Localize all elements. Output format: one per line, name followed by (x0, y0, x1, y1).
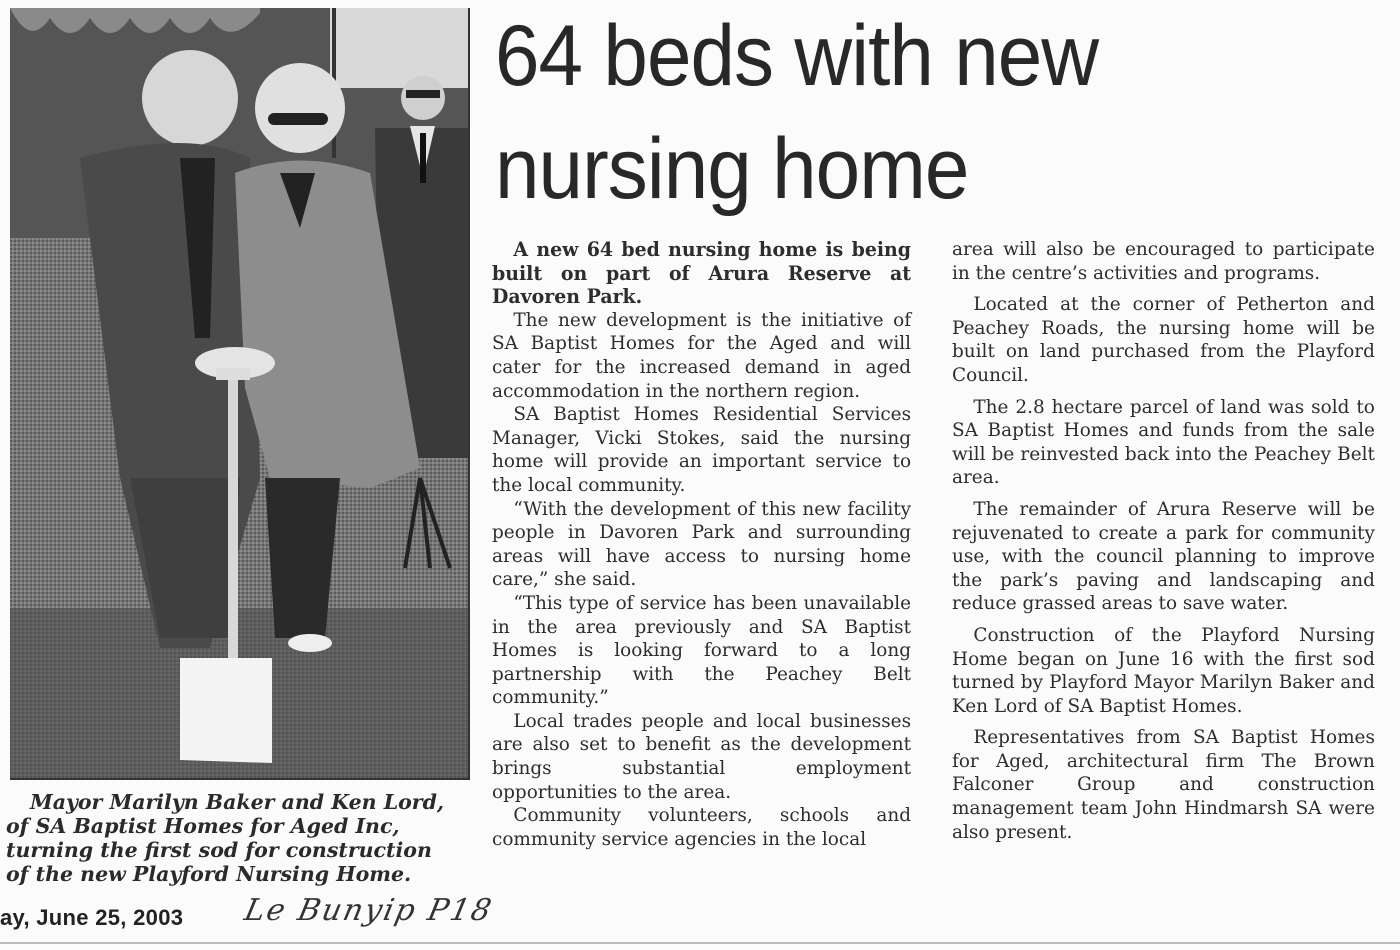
article-column-1 (492, 238, 911, 851)
photo-caption (6, 790, 468, 886)
headline (495, 0, 1332, 226)
paragraph-continuation: area will also be encouraged to participate in the centre’s activities and programs. (952, 238, 1375, 284)
news-photo (10, 8, 470, 780)
caption-line: turning the first sod for construction (6, 838, 432, 862)
paragraph: Local trades people and local businesses are also set to benefit as the development brings substantial employment opportunities to the area. (492, 709, 912, 803)
paragraph: The 2.8 hectare parcel of land was sold to SA Baptist Homes and funds from the sale will be reinvested back into the Peachey Belt area. (952, 395, 1375, 489)
paragraph: Construction of the Playford Nursing Home began on June 16 with the first sod turned by Playford Mayor Marilyn Baker and Ken Lord of SA Baptist Homes. (952, 623, 1375, 717)
paragraph: Representatives from SA Baptist Homes for Aged, architectural firm The Brown Falconer Group and construction management team John Hindmarsh SA were also present. (952, 726, 1375, 843)
paragraph: SA Baptist Homes Residential Services Manager, Vicki Stokes, said the nursing home will provide an important service to the local community. (492, 403, 912, 496)
article-column-2 (952, 238, 1375, 844)
handwritten-source-note: Le Bunyip P18 (241, 893, 497, 928)
paragraph: The new development is the initiative of SA Baptist Homes for the Aged and will cater for the increased demand in aged accommodation in the northern region. (492, 308, 912, 402)
headline-line: nursing home (495, 121, 969, 217)
photo-illustration (10, 8, 468, 778)
headline-line: 64 beds with new (495, 8, 1099, 104)
caption-line: of the new Playford Nursing Home. (6, 862, 412, 886)
paragraph: “With the development of this new facility people in Davoren Park and surrounding areas will have access to nursing home care,” she said. (492, 497, 912, 591)
lead-paragraph: A new 64 bed nursing home is being built on part of Arura Reserve at Davoren Park. (492, 238, 912, 309)
paragraph: Located at the corner of Petherton and Peachey Roads, the nursing home will be built on land purchased from the Playford Council. (952, 293, 1375, 386)
publication-date: ay, June 25, 2003 (0, 905, 184, 930)
caption-line: Mayor Marilyn Baker and Ken Lord, (30, 790, 445, 814)
paragraph: Community volunteers, schools and community service agencies in the local (492, 804, 912, 850)
paragraph: The remainder of Arura Reserve will be rejuvenated to create a park for community use, with the council planning to improve the park’s paving and landscaping and reduce grassed areas to save water. (952, 497, 1375, 615)
caption-line: of SA Baptist Homes for Aged Inc, (6, 814, 400, 838)
clipping-edge (0, 942, 1400, 944)
paragraph: “This type of service has been unavailable in the area previously and SA Baptist Homes is looking forward to a long partnership with the Peachey Belt community.” (492, 591, 912, 709)
